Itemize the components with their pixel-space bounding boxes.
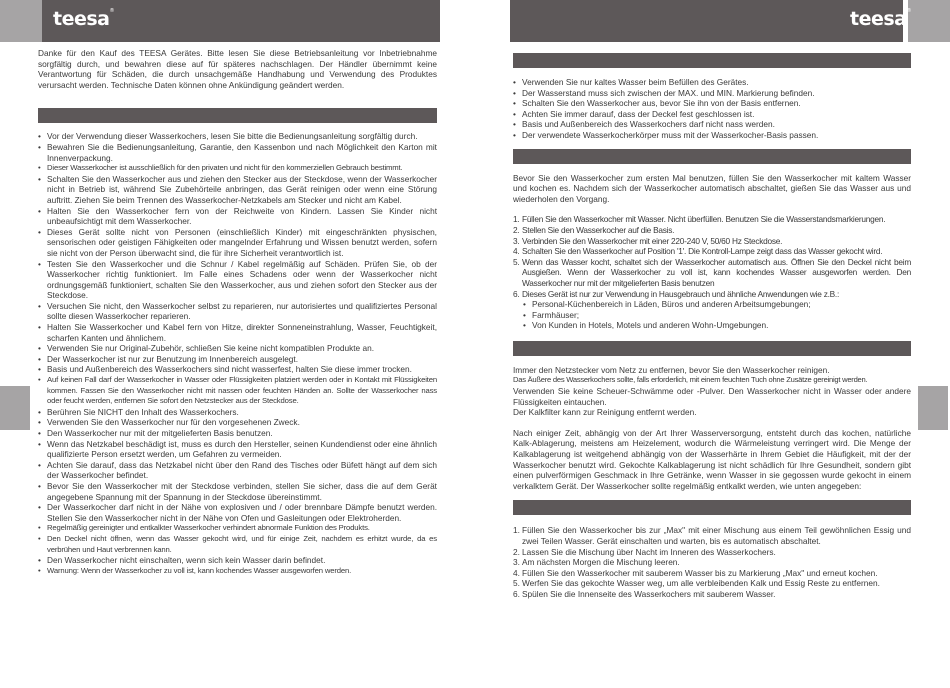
teesa-logo-right: teesa® <box>850 8 911 30</box>
safety-item: • Warnung: Wenn der Wasserkocher zu voll ist, kann kochendes Wasser ausgeworfen werden. <box>38 566 437 577</box>
safety-item: • Bevor Sie den Wasserkocher mit der Steckdose verbinden, stellen Sie sicher, dass die auf dem Gerät angegebene Spannung mit der Spannung in der Steckdose übereinstimmt. <box>38 481 437 502</box>
cleaning-p1: Immer den Netzstecker vom Netz zu entfernen, bevor Sie den Wasserkocher reinigen. <box>513 364 830 375</box>
descaling-step <box>513 547 911 558</box>
safety-item: • Testen Sie den Wasserkocher und die Schnur / Kabel regelmäßig auf Schäden. Prüfen Sie, ob der Wasserkocher richtig funktioniert. Im Falle eines Schadens oder wenn der Wasserkocher nicht ordnungsgemäß funktioniert, schalten Sie den Wasserkocher, aus und ziehen sofort den Stecker aus der Steckdose. <box>38 259 437 301</box>
cleaning-p3: Verwenden Sie keine Scheuer-Schwämme oder -Pulver. Den Wasserkocher nicht in Wasser oder andere Flüssigkeiten eintauchen. <box>513 386 911 407</box>
section-bar-first-use <box>513 149 911 164</box>
step-text: Füllen Sie den Wasserkocher bis zur „Max" mit einer Mischung aus einem Teil gewöhnlichen Essig und zwei Teilen Wasser. Gerät einschalten und warten, bis es automatisch abschaltet. <box>522 525 911 546</box>
step-number: 6. <box>513 588 520 599</box>
step-number: 2. <box>513 224 520 235</box>
safety-item: • Regelmäßig gereinigter und entkalkter Wasserkocher verhindert abnormale Funktion des Produkts. <box>38 523 437 534</box>
descaling-step <box>513 557 911 568</box>
section-bar-safety <box>38 108 437 123</box>
step-number: 4. <box>513 567 520 578</box>
usage-item: • Verwenden Sie nur kaltes Wasser beim Befüllen des Gerätes. <box>513 77 911 88</box>
safety-item: • Verwenden Sie nur Original-Zubehör, schließen Sie keine nicht kompatiblen Produkte an. <box>38 343 437 354</box>
step-text: Dieses Gerät ist nur zur Verwendung in Hausgebrauch und ähnliche Anwendungen wie z.B.: <box>522 288 840 299</box>
safety-item: • Dieser Wasserkocher ist ausschließlich für den privaten und nicht für den kommerziellen Gebrauch bestimmt. <box>38 163 437 174</box>
side-tab-right <box>918 386 948 430</box>
descaling-step <box>513 578 911 589</box>
step-text: Füllen Sie den Wasserkocher mit sauberem Wasser bis zu Markierung „Max" und erneut kochen. <box>522 567 878 578</box>
usage-area-item: • Von Kunden in Hotels, Motels und anderen Wohn-Umgebungen. <box>523 320 911 331</box>
safety-item: • Dieses Gerät sollte nicht von Personen (einschließlich Kinder) mit eingeschränkten physischen, sensorischen oder geistigen Fähigkeiten oder mangelnder Erfahrung und Wissen benutzt werden, sofern sie nicht von der Person überwacht sind, die für ihre Sicherheit verantwortlich ist. <box>38 227 437 259</box>
step-text: Werfen Sie das gekochte Wasser weg, um alle verbleibenden Kalk und Essig Reste zu entfernen. <box>522 578 880 589</box>
step-text: Füllen Sie den Wasserkocher mit Wasser. Nicht überfüllen. Benutzen Sie die Wasserstandsmarkierungen. <box>522 214 886 225</box>
safety-item: • Schalten Sie den Wasserkocher aus und ziehen den Stecker aus der Steckdose, wenn der Wasserkocher nicht in Betrieb ist, während Sie Zubehörteile anbringen, das Gerät reinigen oder wenn eine Störung auftritt. Ziehen Sie beim Trennen des Wasserkocher-Netzkabels am Stecker und nicht am Kabel. <box>38 174 437 206</box>
step-text: Stellen Sie den Wasserkocher auf die Basis. <box>522 224 675 235</box>
usage-item: • Achten Sie immer darauf, dass der Deckel fest geschlossen ist. <box>513 109 911 120</box>
safety-item: • Bewahren Sie die Bedienungsanleitung, Garantie, den Kassenbon und nach Möglichkeit den Karton mit Innenverpackung. <box>38 142 437 163</box>
usage-area-item: • Farmhäuser; <box>523 310 911 321</box>
safety-list <box>38 131 437 576</box>
header-bar-right <box>510 0 903 42</box>
step-number: 5. <box>513 256 520 267</box>
first-use-step <box>513 289 911 300</box>
step-number: 1. <box>513 525 520 536</box>
step-text: Am nächsten Morgen die Mischung leeren. <box>522 557 680 568</box>
safety-item: • Halten Sie den Wasserkocher fern von der Reichweite von Kindern. Lassen Sie Kinder nicht unbeaufsichtigt mit dem Wasserkocher. <box>38 206 437 227</box>
section-bar-usage <box>513 53 911 68</box>
first-use-step <box>513 257 911 289</box>
safety-item: • Der Wasserkocher darf nicht in der Nähe von explosiven und / oder brennbare Dämpfe benutzt werden. Stellen Sie den Wasserkocher nicht in der Nähe von Ofen und Gasleitungen oder Elektroherden. <box>38 502 437 523</box>
step-number: 4. <box>513 246 520 257</box>
descaling-step <box>513 568 911 579</box>
step-number: 5. <box>513 578 520 589</box>
safety-item: • Versuchen Sie nicht, den Wasserkocher selbst zu reparieren, nur autorisiertes und qualifiziertes Personal sollte diesen Wasserkocher reparieren. <box>38 301 437 322</box>
intro-paragraph: Danke für den Kauf des TEESA Gerätes. Bitte lesen Sie diese Betriebsanleitung vor Inbetriebnahme sorgfältig durch, und bewahren diese auf für späteres nachschlagen. Der Händler übernimmt keine Verantwortung für Schäden, die durch unsachgemäße Handhabung und Verwendung des Produktes verursacht werden. Technische Daten können ohne Ankündigung geändert werden. <box>38 48 437 90</box>
usage-item: • Der Wasserstand muss sich zwischen der MAX. und MIN. Markierung befinden. <box>513 88 911 99</box>
safety-item: • Wenn das Netzkabel beschädigt ist, muss es durch den Hersteller, seinen Kundendienst oder eine ähnlich qualifizierte Person ersetzt werden, um Gefahren zu vermeiden. <box>38 439 437 460</box>
safety-item: • Den Wasserkocher nicht einschalten, wenn sich kein Wasser darin befindet. <box>38 555 437 566</box>
first-use-steps <box>513 214 911 299</box>
section-bar-descaling <box>513 500 911 515</box>
safety-item: • Der Wasserkocher ist nur zur Benutzung im Innenbereich ausgelegt. <box>38 354 437 365</box>
cleaning-p4: Der Kalkfilter kann zur Reinigung entfernt werden. <box>513 407 697 418</box>
usage-item: • Basis und Außenbereich des Wasserkochers darf nicht nass werden. <box>513 119 911 130</box>
first-use-step <box>513 225 911 236</box>
descaling-intro: Nach einiger Zeit, abhängig von der Art Ihrer Wasserversorgung, entsteht durch das kochen, natürliche Kalk-Ablagerung, meistens am Heizelement, wodurch die Wärmeleistung verringert wird. Die Menge der Kalkablagerung ist weitgehend abhängig von der Wasserhärte in Ihrem Gebiet die Häufigkeit, mit der der Wasserkocher benutzt wird. Gekochte Kalkablagerung ist nicht schädlich für Ihre Gesundheit, sondern gibt einen pulverförmigen Geschmack in Ihre Getränke, wenn Wasser in sie gegossen wurde gekocht in einem verkalktem Gerät. Der Wasserkocher sollte regelmäßig entkalkt werden, wie unten angegeben: <box>513 427 911 491</box>
safety-item: • Auf keinen Fall darf der Wasserkocher in Wasser oder Flüssigkeiten platziert werden oder in Kontakt mit Flüssigkeiten kommen. Fassen Sie den Wasserkocher nicht mit nassen oder feuchten Händen an. Sollte der Wasserkocher nass oder feucht werden, entfernen Sie sofort den Netzstecker aus der Steckdose. <box>38 375 437 407</box>
step-text: Wenn das Wasser kocht, schaltet sich der Wasserkocher automatisch aus. Öffnen Sie den Deckel nicht beim Ausgießen. Wenn der Wasserkocher zu voll ist, kann kochendes Wasser ausgeworfen werden. Den Wasserkocher nur mit der mitgelieferten Basis benutzen <box>522 256 911 288</box>
usage-area-item: • Personal-Küchenbereich in Läden, Büros und anderen Arbeitsumgebungen; <box>523 299 911 310</box>
first-use-intro: Bevor Sie den Wasserkocher zum ersten Mal benutzen, füllen Sie den Wasserkocher mit kaltem Wasser und kochen es. Nachdem sich der Wasserkocher automatisch abschaltet, gießen Sie das Wasser aus und wiederholen den Vorgang. <box>513 172 911 204</box>
safety-item: • Den Deckel nicht öffnen, wenn das Wasser gekocht wird, und für einige Zeit, nachdem es erhitzt wurde, da es verbrühen und Haut verbrennen kann. <box>38 534 437 555</box>
step6-subitems <box>523 299 911 331</box>
safety-item: • Basis und Außenbereich des Wasserkochers sind nicht wasserfest, halten Sie diese immer trocken. <box>38 364 437 375</box>
section-bar-cleaning <box>513 341 911 356</box>
usage-list <box>513 77 911 141</box>
usage-item: • Der verwendete Wasserkocherkörper muss mit der Wasserkocher-Basis passen. <box>513 130 911 141</box>
step-number: 3. <box>513 557 520 568</box>
step-text: Schalten Sie den Wasserkocher auf Position '1'. Die Kontroll-Lampe zeigt dass das Wasser gekocht wird. <box>522 246 883 257</box>
descaling-step <box>513 525 911 546</box>
right-page <box>513 53 911 600</box>
step-number: 1. <box>513 214 520 225</box>
step-number: 6. <box>513 288 520 299</box>
step-number: 2. <box>513 546 520 557</box>
first-use-step <box>513 236 911 247</box>
usage-item: • Schalten Sie den Wasserkocher aus, bevor Sie ihn von der Basis entfernen. <box>513 98 911 109</box>
cleaning-p2: Das Äußere des Wasserkochers sollte, falls erforderlich, mit einem feuchten Tuch ohne Zusätze gereinigt werden. <box>513 375 868 385</box>
step-number: 3. <box>513 235 520 246</box>
first-use-step <box>513 246 911 257</box>
safety-item: • Halten Sie Wasserkocher und Kabel fern von Hitze, direkter Sonneneinstrahlung, Wasser, Feuchtigkeit, scharfen Kanten und ähnlichem. <box>38 322 437 343</box>
descaling-step <box>513 589 911 600</box>
safety-item: • Den Wasserkocher nur mit der mitgelieferten Basis benutzen. <box>38 428 437 439</box>
page-edge-tab-right <box>908 0 950 42</box>
page-edge-tab-left <box>0 0 42 42</box>
safety-item: • Achten Sie darauf, dass das Netzkabel nicht über den Rand des Tisches oder Büfett hängt auf dem sich der Wasserkocher befindet. <box>38 460 437 481</box>
teesa-logo-left: teesa® <box>53 8 114 30</box>
step-text: Verbinden Sie den Wasserkocher mit einer 220-240 V, 50/60 Hz Steckdose. <box>522 235 783 246</box>
side-tab-left <box>0 386 30 430</box>
safety-item: • Vor der Verwendung dieser Wasserkochers, lesen Sie bitte die Bedienungsanleitung sorgfältig durch. <box>38 131 437 142</box>
step-text: Spülen Sie die Innenseite des Wasserkochers mit sauberem Wasser. <box>522 588 776 599</box>
descaling-steps <box>513 525 911 599</box>
safety-item: • Berühren Sie NICHT den Inhalt des Wasserkochers. <box>38 407 437 418</box>
safety-item: • Verwenden Sie den Wasserkocher nur für den vorgesehenen Zweck. <box>38 417 437 428</box>
left-page <box>38 48 437 576</box>
step-text: Lassen Sie die Mischung über Nacht im Inneren des Wasserkochers. <box>522 546 776 557</box>
first-use-step <box>513 214 911 225</box>
